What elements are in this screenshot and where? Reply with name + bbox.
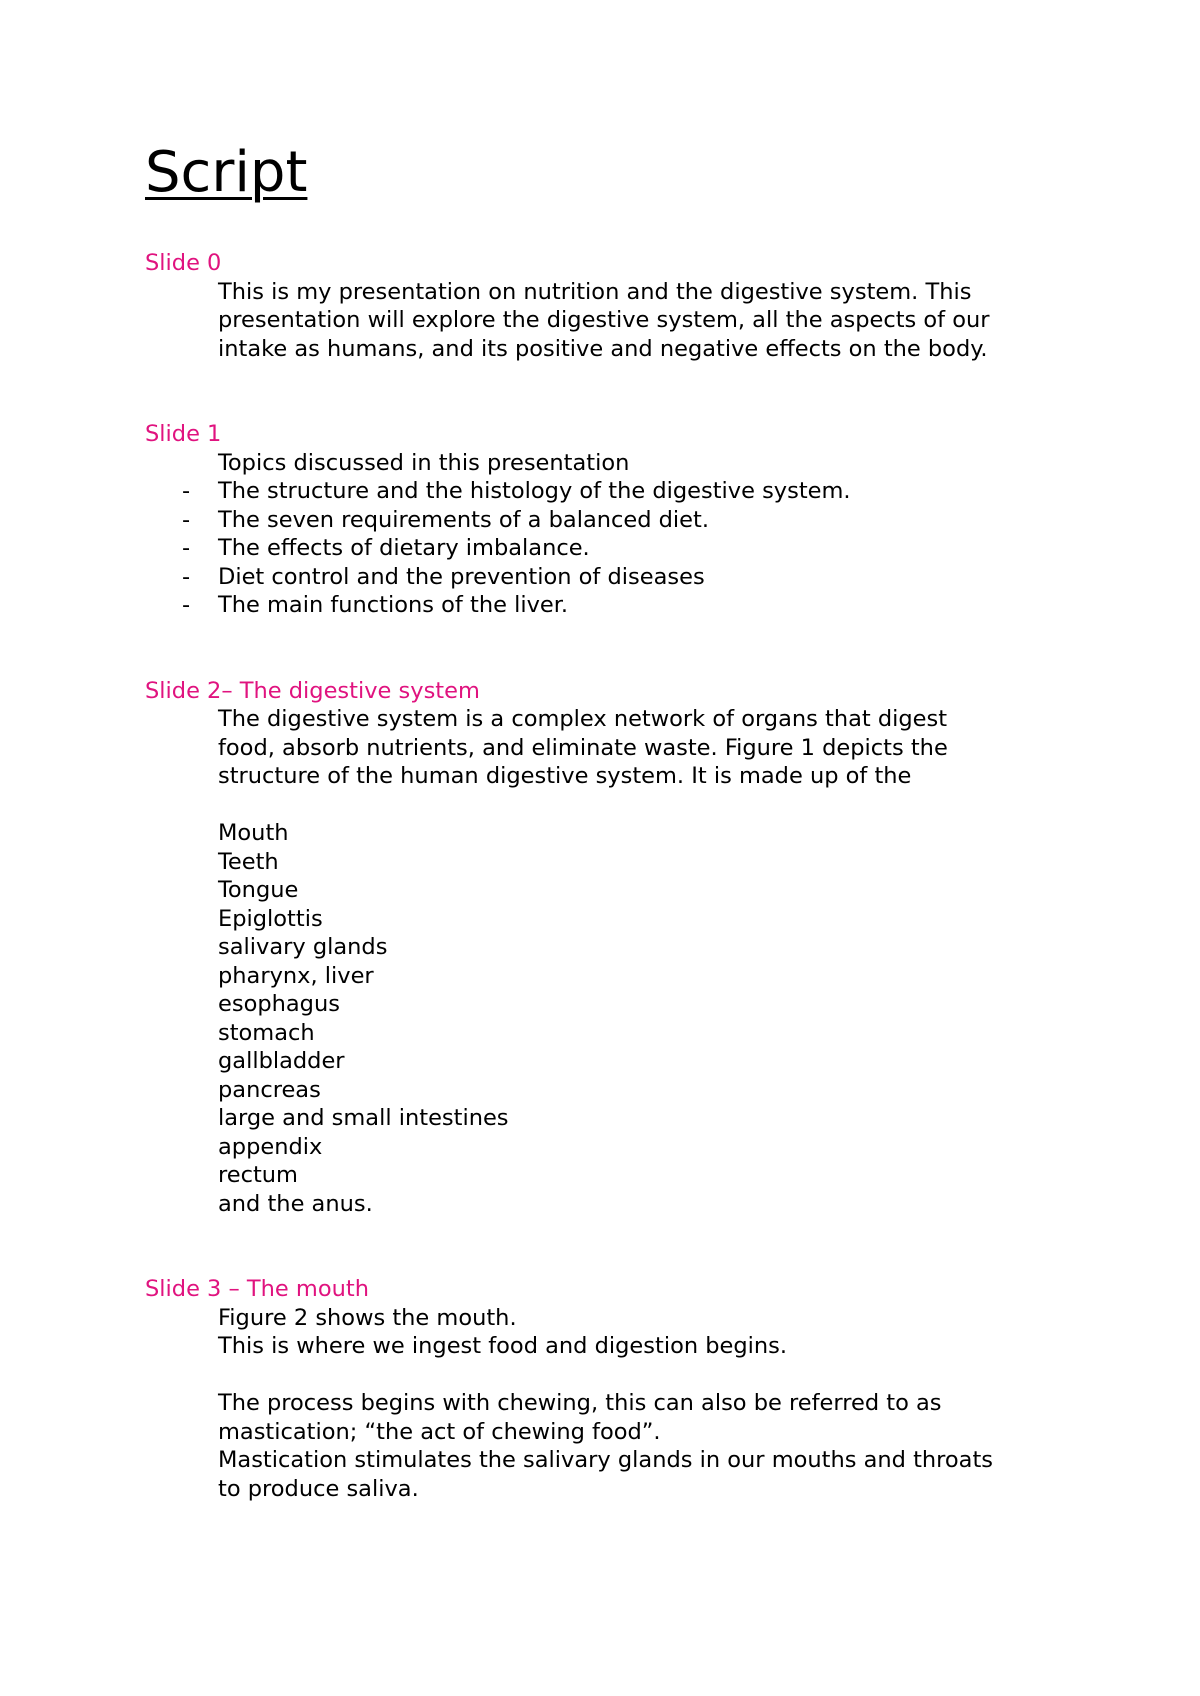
slide-0-line: presentation will explore the digestive system, all the aspects of our: [218, 307, 990, 333]
bullet-marker: -: [182, 478, 191, 504]
organ-item: large and small intestines: [218, 1105, 509, 1131]
bullet-marker: -: [182, 564, 191, 590]
slide-1-heading: Slide 1: [145, 421, 222, 447]
organ-item: Teeth: [218, 849, 279, 875]
slide-2-line: The digestive system is a complex network of organs that digest: [218, 706, 948, 732]
list-item: The main functions of the liver.: [218, 592, 569, 618]
slide-1-intro: Topics discussed in this presentation: [218, 450, 630, 476]
slide-3-line: Figure 2 shows the mouth.: [218, 1305, 517, 1331]
list-item: Diet control and the prevention of diseases: [218, 564, 705, 590]
slide-3-line: Mastication stimulates the salivary glands in our mouths and throats: [218, 1447, 994, 1473]
slide-2-heading: Slide 2– The digestive system: [145, 678, 480, 704]
slide-2-line: structure of the human digestive system. It is made up of the: [218, 763, 912, 789]
slide-3-heading: Slide 3 – The mouth: [145, 1276, 369, 1302]
organ-item: pancreas: [218, 1077, 321, 1103]
organ-item: gallbladder: [218, 1048, 345, 1074]
list-item: The effects of dietary imbalance.: [218, 535, 590, 561]
document-title: Script: [145, 140, 308, 205]
slide-0-heading: Slide 0: [145, 250, 222, 276]
organ-item: and the anus.: [218, 1191, 373, 1217]
slide-3-line: mastication; “the act of chewing food”.: [218, 1419, 661, 1445]
slide-0-line: This is my presentation on nutrition and the digestive system. This: [218, 279, 972, 305]
slide-3-line: to produce saliva.: [218, 1476, 419, 1502]
organ-item: pharynx, liver: [218, 963, 374, 989]
organ-item: Tongue: [218, 877, 299, 903]
bullet-marker: -: [182, 507, 191, 533]
organ-item: Epiglottis: [218, 906, 323, 932]
slide-3-line: The process begins with chewing, this can also be referred to as: [218, 1390, 942, 1416]
organ-item: rectum: [218, 1162, 298, 1188]
organ-item: appendix: [218, 1134, 323, 1160]
bullet-marker: -: [182, 535, 191, 561]
organ-item: salivary glands: [218, 934, 388, 960]
slide-2-line: food, absorb nutrients, and eliminate waste. Figure 1 depicts the: [218, 735, 948, 761]
slide-3-line: This is where we ingest food and digestion begins.: [218, 1333, 788, 1359]
slide-0-line: intake as humans, and its positive and negative effects on the body.: [218, 336, 988, 362]
list-item: The structure and the histology of the digestive system.: [218, 478, 851, 504]
organ-item: Mouth: [218, 820, 289, 846]
bullet-marker: -: [182, 592, 191, 618]
organ-item: esophagus: [218, 991, 340, 1017]
organ-item: stomach: [218, 1020, 315, 1046]
list-item: The seven requirements of a balanced diet.: [218, 507, 709, 533]
